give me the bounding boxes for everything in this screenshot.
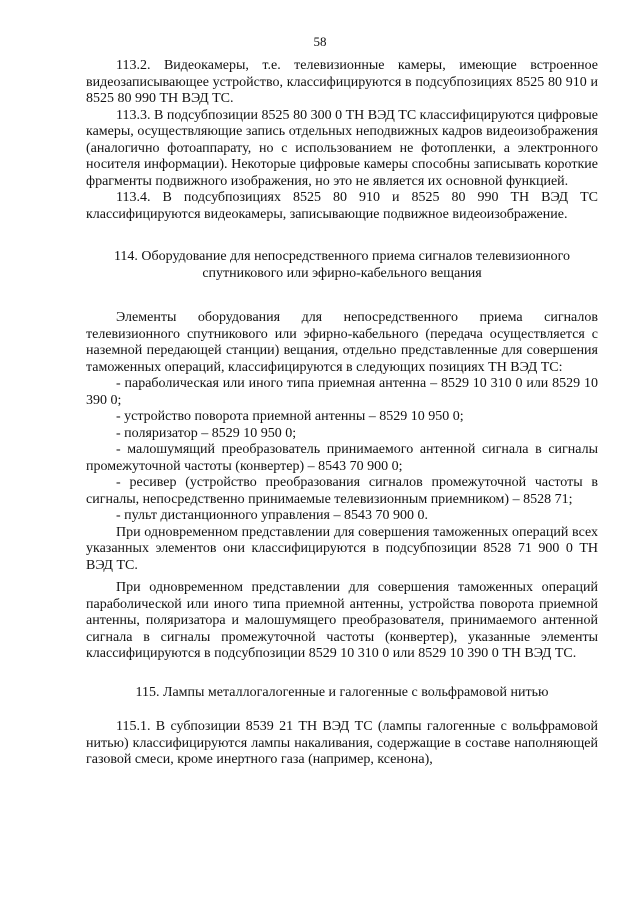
paragraph-114-intro: Элементы оборудования для непосредственного приема сигналов телевизионного спутникового или эфирно-кабельного (передача осуществляется с наземной передающей станции) вещания, отдельно представленные для совершения таможенных операций, классифицируются в следующих позициях ТН ВЭД ТС: <box>86 310 598 375</box>
section-heading-115: 115. Лампы металлогалогенные и галогенные с вольфрамовой нитью <box>135 684 549 700</box>
paragraph-113-4: 113.4. В подсубпозициях 8525 80 910 и 8525 80 990 ТН ВЭД ТС классифицируются видеокамеры, записывающие подвижное видеоизображение. <box>86 190 598 222</box>
text-column <box>86 58 598 769</box>
list-item-polarizer: - поляризатор – 8529 10 950 0; <box>116 425 297 441</box>
list-item-rotator: - устройство поворота приемной антенны – 8529 10 950 0; <box>116 409 464 424</box>
paragraph-113-3: 113.3. В подсубпозиции 8525 80 300 0 ТН ВЭД ТС классифицируются цифровые камеры, осуществляющие запись отдельных неподвижных кадров видеоизображения (аналогично фотоаппарату, но с использованием не фотопленки, а электронного носителя информации). Некоторые цифровые камеры способны записывать короткие фрагменты подвижного изображения, но это не является их основной функцией. <box>86 107 598 189</box>
paragraph-114-antenna-set: При одновременном представлении для совершения таможенных операций параболической или иного типа приемной антенны, устройства поворота приемной антенны, поляризатора и малошумящего преобразователя, принимаемого антенной сигнала в сигналы промежуточной частоты (конвертер), указанные элементы классифицируются в подсубпозиции 8529 10 310 0 или 8529 10 390 0 ТН ВЭД ТС. <box>86 580 598 661</box>
list-item-antenna: - параболическая или иного типа приемная антенна – 8529 10 310 0 или 8529 10 390 0; <box>86 376 598 408</box>
list-item-remote: - пульт дистанционного управления – 8543 70 900 0. <box>116 508 428 523</box>
page-number: 58 <box>313 34 327 49</box>
list-item-receiver: - ресивер (устройство преобразования сигналов промежуточной частоты в сигналы, непосредственно принимаемые телевизионным приемником) – 8528 71; <box>86 475 598 507</box>
section-heading-114: 114. Оборудование для непосредственного приема сигналов телевизионного спутникового или эфирно-кабельного вещания <box>113 249 571 281</box>
paragraph-115-1: 115.1. В субпозиции 8539 21 ТН ВЭД ТС (лампы галогенные с вольфрамовой нитью) классифицируются лампы накаливания, содержащие в составе наполняющей газовой смеси, кроме инертного газа (например, ксенона), <box>86 719 598 767</box>
list-item-converter: - малошумящий преобразователь принимаемого антенной сигнала в сигналы промежуточной частоты (конвертер) – 8543 70 900 0; <box>86 442 598 474</box>
paragraph-114-all-elements: При одновременном представлении для совершения таможенных операций всех указанных элементов они классифицируются в подсубпозиции 8528 71 900 0 ТН ВЭД ТС. <box>86 524 598 573</box>
paragraph-113-2: 113.2. Видеокамеры, т.е. телевизионные камеры, имеющие встроенное видеозаписывающее устройство, классифицируются в подсубпозициях 8525 80 910 и 8525 80 990 ТН ВЭД ТС. <box>86 58 598 106</box>
